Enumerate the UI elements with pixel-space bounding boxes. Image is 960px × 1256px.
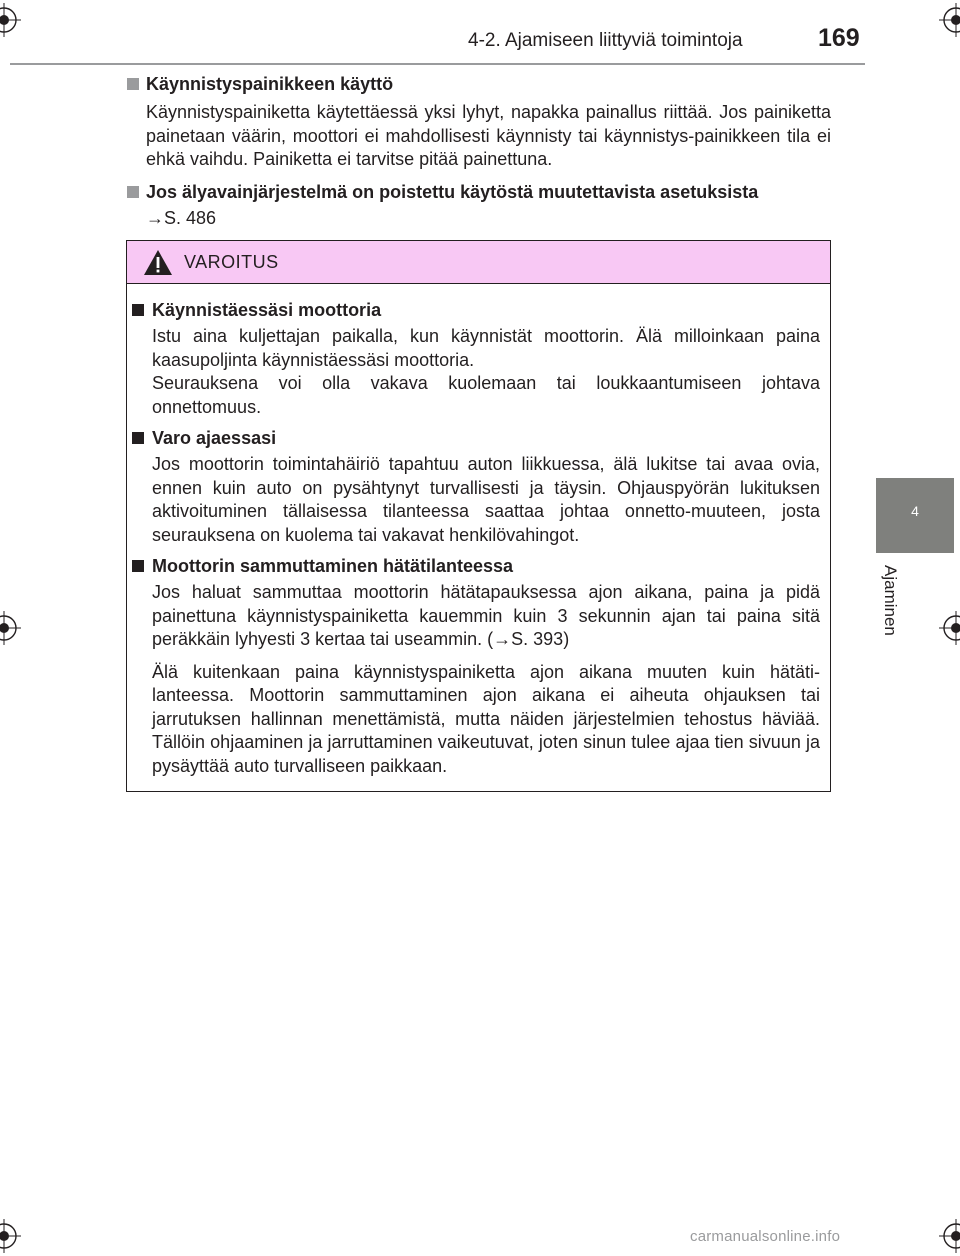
warning-title: VAROITUS xyxy=(184,252,279,272)
warning-paragraph: Jos haluat sammuttaa moottorin hätätapauksessa ajon aikana, paina ja pidä painettuna käynnistyspainiketta kauemmin kuin 3 sekunnin ajan tai paina sitä peräkkäin lyhyesti 3 kertaa tai useammin. (→S. 393) xyxy=(152,582,820,649)
bullet-square-icon xyxy=(132,304,144,316)
registration-mark-icon xyxy=(0,3,21,37)
section-heading xyxy=(126,180,831,204)
warning-heading-text: Käynnistäessäsi moottoria xyxy=(152,300,382,320)
page-reference xyxy=(126,207,831,231)
warning-body xyxy=(127,284,830,778)
bullet-square-icon xyxy=(127,78,139,90)
registration-mark-icon xyxy=(939,1219,960,1253)
header-divider xyxy=(10,63,865,65)
bullet-square-icon xyxy=(132,432,144,444)
chapter-tab xyxy=(876,478,954,553)
registration-mark-icon xyxy=(0,1219,21,1253)
warning-box xyxy=(126,240,831,792)
main-content xyxy=(126,72,831,230)
warning-heading xyxy=(131,426,820,450)
warning-heading xyxy=(131,298,820,322)
warning-paragraph: Istu aina kuljettajan paikalla, kun käynnistät moottorin. Älä milloinkaan paina kaasupoljinta käynnistäessäsi moottoria. xyxy=(152,326,820,370)
warning-header xyxy=(127,241,830,284)
page-number: 169 xyxy=(818,24,860,52)
warning-heading xyxy=(131,554,820,578)
warning-heading-text: Varo ajaessasi xyxy=(152,428,277,448)
section-title: 4-2. Ajamiseen liittyviä toimintoja xyxy=(468,30,743,51)
registration-mark-icon xyxy=(939,3,960,37)
arrow-icon: → xyxy=(146,207,164,228)
registration-mark-icon xyxy=(0,611,21,645)
section-heading xyxy=(126,72,831,96)
bullet-square-icon xyxy=(132,560,144,572)
warning-paragraph: Seurauksena voi olla vakava kuolemaan tai loukkaantumiseen johtava onnettomuus. xyxy=(152,373,820,417)
chapter-number: 4 xyxy=(911,503,919,519)
warning-paragraph: Älä kuitenkaan paina käynnistyspainiketta ajon aikana muuten kuin hätäti-lanteessa. Moottorin sammuttaminen ajon aikana ei aiheuta ohjauksen tai jarrutuksen hallinnan menettämistä, mutta näiden järjestelmien tehostus häviää. Tällöin ohjaaminen ja jarruttaminen vaikeutuvat, joten sinun tulee ajaa tien sivuun ja pysäyttää auto turvalliseen paikkaan. xyxy=(152,661,820,776)
page-reference-text: S. 486 xyxy=(164,207,217,228)
warning-triangle-icon xyxy=(143,249,173,276)
warning-paragraph: Jos moottorin toimintahäiriö tapahtuu auton liikkuessa, älä lukitse tai avaa ovia, ennen kuin auto on pysähtynyt turvallisesti ja täysin. Ohjauspyörän lukituksen aktivoituminen tällaisessa tilanteessa saattaa johtaa onnetto-muuteen, josta seurauksena on kuolema tai vakavat henkilövahingot. xyxy=(152,454,820,545)
section-paragraph: Käynnistyspainiketta käytettäessä yksi lyhyt, napakka painallus riittää. Jos painiketta painetaan väärin, moottori ei mahdollisesti käynnisty tai käynnistys-painikkeen tila ei ehkä vaihdu. Painiketta ei tarvitse pitää painettuna. xyxy=(146,102,831,169)
section-heading-text: Käynnistyspainikkeen käyttö xyxy=(146,74,394,94)
registration-mark-icon xyxy=(939,611,960,645)
chapter-label-text: Ajaminen xyxy=(881,565,900,636)
section-heading-text: Jos älyavainjärjestelmä on poistettu käytöstä muutettavista asetuksista xyxy=(146,181,759,202)
warning-heading-text: Moottorin sammuttaminen hätätilanteessa xyxy=(152,556,514,576)
watermark: carmanualsonline.info xyxy=(690,1228,841,1245)
chapter-label xyxy=(876,565,906,645)
bullet-square-icon xyxy=(127,186,139,198)
